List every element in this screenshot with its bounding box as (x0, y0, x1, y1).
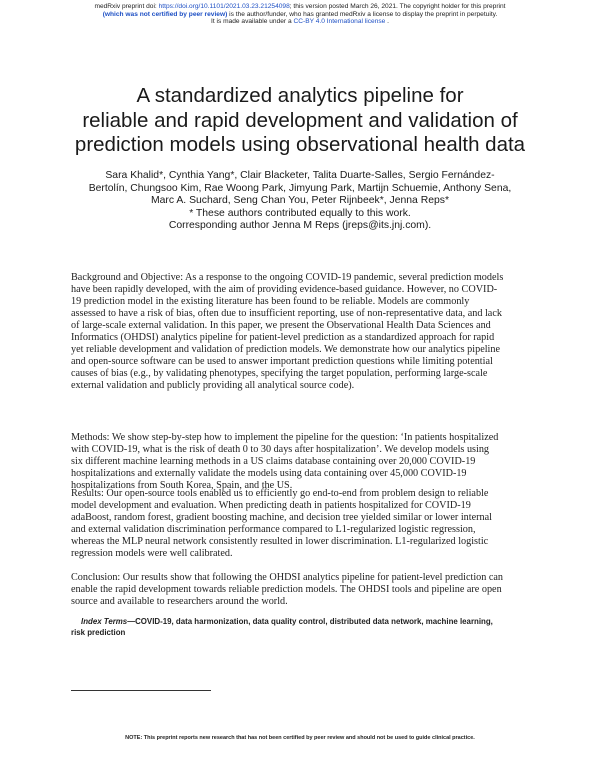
text-line: 19 prediction model in the existing literature has been found to be reliable. Models are commonly (71, 296, 470, 307)
text-line: hospitalizations and externally validate the models using data containing over 45,000 COVID-19 (71, 468, 467, 479)
abstract-background (71, 272, 531, 392)
license-link[interactable]: CC-BY 4.0 International license (293, 18, 386, 26)
text-line: Informatics (OHDSI) analytics pipeline for patient-level prediction as a standardized approach for rapid (71, 332, 495, 343)
text-line: and external validation discrimination performance compared to L1-regularized logistic regression, (71, 524, 476, 535)
header-line-3-suffix: . (385, 18, 390, 26)
text-line: external validation and publicly providing all analytical source code). (71, 380, 355, 391)
text-line: six different machine learning methods in a US claims database containing over 20,000 COVID-19 (71, 456, 476, 467)
header-line-3 (0, 18, 600, 26)
author-line: Bertolín, Chungsoo Kim, Rae Woong Park, Jimyung Park, Martijn Schuemie, Anthony Sena, (88, 182, 512, 194)
text-line: adaBoost, random forest, gradient boosting machine, and decision tree yielded similar or lower internal (71, 512, 492, 523)
text-line: of large-scale external validation. In this paper, we present the Observational Health Data Sciences and (71, 320, 491, 331)
index-terms-line (71, 617, 531, 628)
footnote-divider (71, 690, 211, 691)
text-line: model development and evaluation. When predicting death in patients hospitalized for COVID-19 (71, 500, 471, 511)
title-line: reliable and rapid development and validation of (82, 108, 518, 132)
title-line: A standardized analytics pipeline for (136, 84, 464, 107)
text-line: causes of bias (e.g., by validating phenotypes, specifying the target population, performing large-scale (71, 368, 488, 379)
footer-note: NOTE: This preprint reports new research that has not been certified by peer review and should not be used to guide clinical practice. (125, 735, 475, 741)
header-license-prefix: It is made available under a (210, 18, 294, 26)
text-line: whereas the MLP neural network consistently resulted in lower discrimination. L1-regularized logistic (71, 536, 489, 547)
text-line: Results: Our open-source tools enabled us to efficiently go end-to-end from problem design to reliable (71, 488, 489, 499)
abstract-conclusion (71, 572, 531, 608)
header-doi-prefix: medRxiv preprint doi: (94, 3, 159, 10)
text-line: assessed to have a risk of bias, often due to insufficient reporting, use of non-representative data, and lack (71, 308, 502, 319)
text-line: Background and Objective: As a response to the ongoing COVID-19 pandemic, several prediction models (71, 272, 504, 283)
text-line: hospitalizations from South Korea, Spain, and the US. (71, 480, 293, 491)
text-line: have been rapidly developed, with the aim of providing evidence-based guidance. However, no COVID- (71, 284, 498, 295)
index-terms (71, 617, 531, 638)
text-line: and open-source software can be used to answer important prediction questions while limiting potential (71, 356, 493, 367)
equal-contribution-note: * These authors contributed equally to this work. (189, 207, 411, 219)
abstract-methods (71, 432, 531, 492)
peer-review-disclaimer: (which was not certified by peer review) (102, 10, 228, 18)
preprint-header (0, 3, 600, 26)
text-line: yet reliable development and validation of prediction models. We demonstrate how our analytics pipeline (71, 344, 501, 355)
author-line: Marc A. Suchard, Seng Chan You, Peter Rijnbeek*, Jenna Reps* (150, 195, 450, 207)
text-line: enable the rapid development towards reliable prediction models. The OHDSI tools and pipeline are open (71, 584, 502, 595)
text-line: Methods: We show step-by-step how to implement the pipeline for the question: ‘In patients hospitalized (71, 432, 499, 443)
index-terms-label: Index Terms (81, 617, 128, 626)
header-line-1 (0, 3, 600, 11)
title-line: prediction models using observational health data (74, 133, 526, 156)
header-line-2-rest: is the author/funder, who has granted medRxiv a license to display the preprint in perpetuity. (227, 10, 498, 18)
text-line: source and available to researchers around the world. (71, 596, 288, 607)
header-line-1-suffix: ; this version posted March 26, 2021. The copyright holder for this preprint (289, 3, 506, 10)
corresponding-author: Corresponding author Jenna M Reps (jreps@its.jnj.com). (168, 220, 432, 232)
doi-link[interactable]: https://doi.org/10.1101/2021.03.23.21254098 (158, 3, 290, 10)
header-line-2 (0, 11, 600, 19)
index-terms-line-2: risk prediction (71, 627, 126, 637)
abstract-results (71, 488, 531, 560)
index-terms-list: —COVID-19, data harmonization, data quality control, distributed data network, machine learning, (127, 617, 493, 626)
text-line: Conclusion: Our results show that following the OHDSI analytics pipeline for patient-level prediction can (71, 572, 504, 583)
paper-title (40, 84, 560, 158)
text-line: regression models were well calibrated. (71, 548, 233, 559)
author-line: Sara Khalid*, Cynthia Yang*, Clair Blacketer, Talita Duarte-Salles, Sergio Fernández- (105, 170, 495, 181)
text-line: with COVID-19, what is the risk of death 0 to 30 days after hospitalization’. We develop models using (71, 444, 490, 455)
author-block (80, 170, 520, 233)
